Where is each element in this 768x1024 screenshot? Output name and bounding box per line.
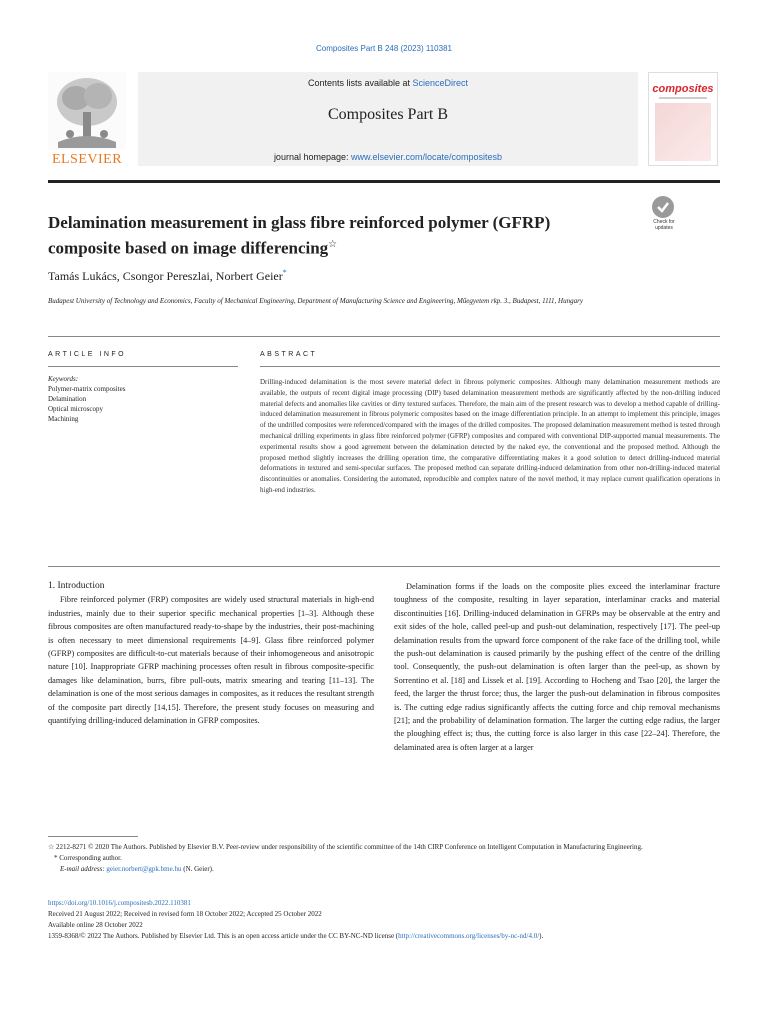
cover-brand: composites: [652, 83, 714, 95]
homepage-line: [138, 152, 638, 162]
keyword-item: Optical microscopy: [48, 405, 104, 413]
homepage-prefix: journal homepage:: [273, 152, 351, 162]
introduction-heading: 1. Introduction: [48, 581, 105, 591]
contents-line: [138, 78, 638, 88]
cover-artwork: [655, 103, 711, 161]
elsevier-logo[interactable]: [48, 72, 126, 167]
corresponding-author-marker[interactable]: *: [282, 268, 287, 277]
abstract-divider: [260, 366, 720, 367]
contents-prefix: Contents lists available at: [307, 78, 413, 88]
author-list: [48, 268, 287, 284]
cover-divider: [659, 97, 707, 99]
authors-text: Tamás Lukács, Csongor Pereszlai, Norbert Geier: [48, 269, 283, 283]
keyword-item: Machining: [48, 415, 79, 423]
body-right-column: [394, 580, 720, 754]
article-info-divider: [48, 366, 238, 367]
check-for-updates-button[interactable]: [644, 196, 684, 236]
license-link[interactable]: http://creativecommons.org/licenses/by-nc-nd/4.0/: [398, 932, 540, 940]
keyword-item: Delamination: [48, 395, 87, 403]
header-divider: [48, 180, 720, 183]
homepage-link[interactable]: www.elsevier.com/locate/compositesb: [351, 152, 503, 162]
license-text: 1359-8368/© 2022 The Authors. Published by Elsevier Ltd. This is an open access article under the CC BY-NC-ND license (: [48, 932, 399, 940]
publisher-name: ELSEVIER: [51, 152, 123, 167]
journal-header: [48, 72, 720, 168]
email-link[interactable]: geier.norbert@gpk.bme.hu: [106, 865, 182, 873]
article-info-heading: ARTICLE INFO: [48, 351, 127, 358]
title-footnote-marker[interactable]: ☆: [328, 239, 338, 250]
abstract-heading: ABSTRACT: [260, 351, 318, 358]
keywords-block: [48, 374, 228, 424]
footnotes: [48, 842, 720, 875]
keyword-item: Polymer-matrix composites: [48, 385, 126, 393]
corresponding-author-note: * Corresponding author.: [54, 854, 122, 862]
body-left-column: [48, 580, 374, 727]
received-dates: Received 21 August 2022; Received in revised form 18 October 2022; Accepted 25 October 2022: [48, 910, 322, 918]
sciencedirect-link[interactable]: ScienceDirect: [412, 78, 469, 88]
journal-reference-link[interactable]: Composites Part B 248 (2023) 110381: [316, 44, 452, 53]
body-divider: [48, 566, 720, 567]
email-suffix: (N. Geier).: [181, 865, 214, 873]
section-divider: [48, 336, 720, 337]
check-updates-label: Check for updates: [653, 219, 675, 231]
introduction-paragraph: Fibre reinforced polymer (FRP) composites are widely used structural materials in high-end industries, mainly due to their superior specific mechanical properties [1–3]. Although these fibrous composites are often manufactured ready-to-shape by the industries, their post-machining is often necessary to meet dimensional requirements [4–9]. Glass fibre reinforced polymer (GFRP) composites are difficult-to-cut materials because of their inhomogeneous and anisotropic nature [10]. Inappropriate GFRP machining processes often result in fibrous composite-specific damages like delamination, burrs, fibre pull-outs, matrix smearing and tearing [11–13]. The delamination is one of the most serious damages in composites, as it reduces the resultant strength of the composite part directly [14,15]. Therefore, the present study focuses on measuring and quantifying drilling-induced delamination in GFRP composites.: [48, 595, 374, 726]
journal-title: Composites Part B: [327, 106, 448, 123]
license-line: [48, 931, 720, 942]
email-label: E-mail address:: [60, 865, 107, 873]
abstract-text: Drilling-induced delamination is the most severe material defect in fibrous polymeric composites. Although many delamination measurement methods are available, the outputs of recent digital image processing (DIP) based delamination measurement methods are significantly affected by the non-drilling induced material defects and anomalies like cavities or dirty textured surfaces. Therefore, the main aim of the present research was to develop a method capable of drilling-induced delamination measurement in fibrous polymeric composites based on the image differentiation principle. In an attempt to implement this principle, images of the undrilled composites were referenced/compared with the images of the drilled composites. The proposed delamination measurement method is tested through mechanical drilling experiments in glass fibre reinforced polymer (GFRP) composites and compared with conventional DIP-supported manual measurements. The experimental results show a good agreement between the delamination detected by the naked eye, the conventional and the proposed method. Although the proposed method slightly increases the drilling operation time, the comparative differentiating makes it a good solution to detect drilling-induced material deformations in textured and semi-specular surfaces. The proposed method can separate drilling-induced delamination from other non-drilling-induced material discontinuities or anomalies. Considering the automated, reproducible and complex nature of the novel method, it may replace current qualification operations in high-end industries.: [260, 378, 720, 494]
journal-banner: [138, 72, 638, 166]
article-metadata: [48, 898, 720, 942]
license-suffix: ).: [539, 932, 544, 940]
journal-cover-image[interactable]: [648, 72, 718, 166]
doi-link[interactable]: https://doi.org/10.1016/j.compositesb.2022.110381: [48, 899, 191, 907]
check-updates-icon: [652, 196, 674, 218]
footnote-divider: [48, 836, 138, 837]
copyright-footnote: ☆ 2212-8271 © 2020 The Authors. Published by Elsevier B.V. Peer-review under responsibility of the scientific committee of the 14th CIRP Conference on Intelligent Computation in Manufacturing Engineering.: [48, 843, 643, 851]
delamination-paragraph: Delamination forms if the loads on the composite plies exceed the interlaminar fracture toughness of the composite, resulting in layer separation, interlaminar cracks and material discontinuities [16]. Drilling-induced delamination in GFRPs may be observable at the entry and exit sides of the hole, called peel-up and push-out delamination, respectively [17]. The peel-up delamination results from the upward force component of the rake face of the drilling tool, while the push-out delamination is caused primarily by the pushing effect of the centre of the drilling tool. Consequently, the push-out delamination is often larger than the peel-up, as shown by Sorrentino et al. [18] and Lissek et al. [19]. According to Hocheng and Tsao [20], the larger the feed, the larger the thrust force; thus, the larger the push-out delamination in fibrous composites is. The cutting edge radius significantly affects the cutting force and chip removal mechanisms [21]; and the probability of delamination formation. The larger the cutting edge radius, the larger the ploughing effect is; thus, the cutting force is also larger in this case [22–24]. Therefore, the delaminated area is often larger at a larger: [394, 582, 720, 752]
keywords-label: Keywords:: [48, 375, 79, 383]
article-title-text: Delamination measurement in glass fibre reinforced polymer (GFRP) composite based on image differencing: [48, 213, 551, 258]
email-line: [48, 864, 720, 875]
article-title: [48, 212, 608, 260]
affiliation: Budapest University of Technology and Economics, Faculty of Mechanical Engineering, Department of Manufacturing Science and Engineering, Műegyetem rkp. 3., Budapest, 1111, Hungary: [48, 297, 583, 305]
online-date: Available online 28 October 2022: [48, 921, 143, 929]
elsevier-tree-icon: [48, 72, 126, 150]
